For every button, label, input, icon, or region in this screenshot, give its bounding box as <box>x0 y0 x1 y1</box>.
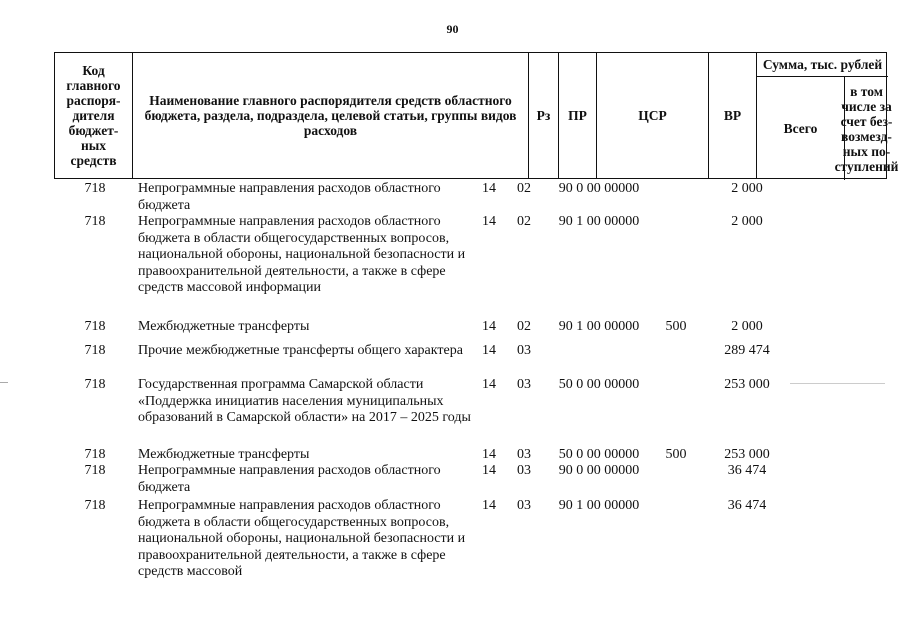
cell-total: 2 000 <box>731 181 763 196</box>
cell-csr: 90 0 00 00000 <box>558 463 640 478</box>
header-incl: в том числе за счет без-возмезд-ных по-ступлений <box>834 83 899 174</box>
cell-rz: 14 <box>482 181 496 196</box>
cell-csr: 90 1 00 00000 <box>558 214 640 229</box>
cell-code: 718 <box>84 498 106 513</box>
cell-pr: 03 <box>517 498 531 513</box>
cell-rz: 14 <box>482 214 496 229</box>
cell-csr: 90 0 00 00000 <box>558 181 640 196</box>
cell-vr: 500 <box>665 319 687 334</box>
cell-code: 718 <box>84 447 106 462</box>
cell-rz: 14 <box>482 319 496 334</box>
table-header <box>54 52 899 179</box>
cell-code: 718 <box>84 377 106 392</box>
cell-name: Непрограммные направления расходов областного бюджета в области общегосударственных вопросов, национальной обороны, национальной безопасности и правоохранительной деятельности, а также в сфере средств массовой <box>138 498 466 580</box>
header-rz: Рз <box>529 53 559 178</box>
cell-code: 718 <box>84 463 106 478</box>
cell-pr: 03 <box>517 343 531 358</box>
header-vr: ВР <box>709 53 757 178</box>
cell-rz: 14 <box>482 447 496 462</box>
cell-name: Государственная программа Самарской области «Поддержка инициатив населения муниципальных образований в Самарской области» на 2017 – 2025 годы <box>138 377 471 426</box>
cell-rz: 14 <box>482 377 496 392</box>
cell-pr: 02 <box>517 181 531 196</box>
header-csr: ЦСР <box>597 53 709 178</box>
cell-csr: 90 1 00 00000 <box>558 498 640 513</box>
header-name: Наименование главного распорядителя средств областного бюджета, раздела, подраздела, целевой статьи, группы видов расходов <box>133 53 529 178</box>
cell-code: 718 <box>84 343 106 358</box>
cell-name: Прочие межбюджетные трансферты общего характера <box>138 343 463 358</box>
cell-code: 718 <box>84 319 106 334</box>
cell-csr: 90 1 00 00000 <box>558 319 640 334</box>
cell-pr: 02 <box>517 214 531 229</box>
cell-pr: 03 <box>517 377 531 392</box>
cell-rz: 14 <box>482 498 496 513</box>
cell-name: Межбюджетные трансферты <box>138 447 310 462</box>
header-code: Код главного распоря-дителя бюджет-ных средств <box>55 53 133 178</box>
cell-code: 718 <box>84 181 106 196</box>
cell-rz: 14 <box>482 463 496 478</box>
cell-name: Непрограммные направления расходов областного бюджета <box>138 463 441 495</box>
cell-name: Непрограммные направления расходов областного бюджета в области общегосударственных вопросов, национальной обороны, национальной безопасности и правоохранительной деятельности, а также в сфере средств массовой информации <box>138 214 466 296</box>
cell-total: 253 000 <box>724 377 770 392</box>
scan-mark-right <box>790 383 885 384</box>
cell-pr: 03 <box>517 447 531 462</box>
header-sum: Сумма, тыс. рублей <box>757 53 888 77</box>
cell-total: 36 474 <box>727 498 767 513</box>
cell-vr: 500 <box>665 447 687 462</box>
cell-name: Непрограммные направления расходов областного бюджета <box>138 181 441 213</box>
page-number: 90 <box>446 22 459 36</box>
cell-csr: 50 0 00 00000 <box>558 447 640 462</box>
cell-rz: 14 <box>482 343 496 358</box>
cell-total: 2 000 <box>731 319 763 334</box>
scan-mark-left <box>0 382 8 383</box>
cell-csr: 50 0 00 00000 <box>558 377 640 392</box>
cell-total: 289 474 <box>724 343 770 358</box>
cell-total: 36 474 <box>727 463 767 478</box>
header-total: Всего <box>757 77 845 180</box>
header-pr: ПР <box>559 53 597 178</box>
cell-code: 718 <box>84 214 106 229</box>
cell-total: 253 000 <box>724 447 770 462</box>
cell-name: Межбюджетные трансферты <box>138 319 310 334</box>
cell-total: 2 000 <box>731 214 763 229</box>
cell-pr: 03 <box>517 463 531 478</box>
cell-pr: 02 <box>517 319 531 334</box>
